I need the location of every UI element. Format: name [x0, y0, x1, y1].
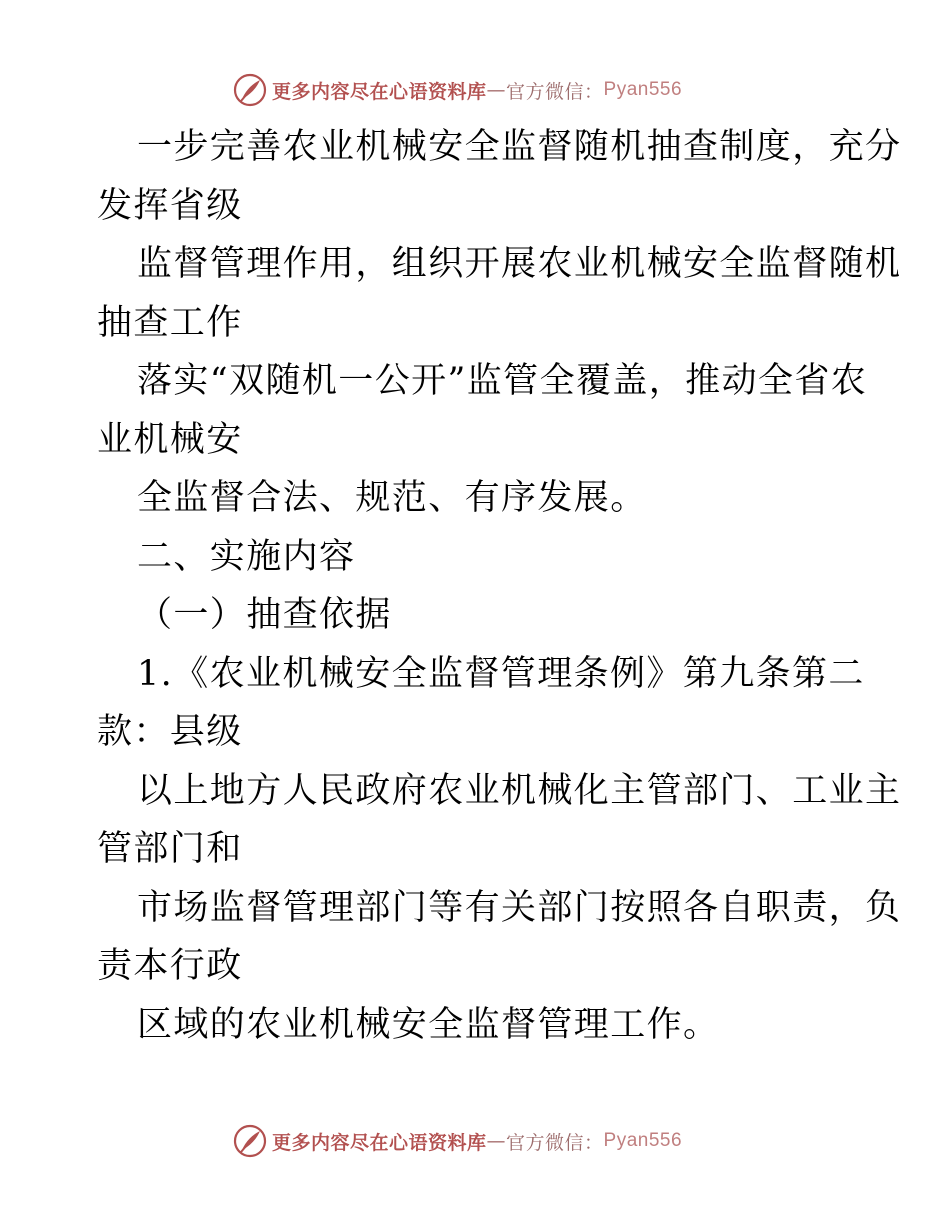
section-heading: 二、实施内容: [137, 536, 356, 577]
watermark-separator: —: [486, 1130, 507, 1152]
body-line: 业机械安: [97, 419, 243, 460]
body-line: 市场监督管理部门等有关部门按照各自职责，负: [137, 887, 902, 928]
subsection-heading: （一）抽查依据: [137, 595, 392, 635]
body-line: 款：县级: [97, 712, 243, 752]
watermark-site-name: 更多内容尽在心语资料库: [272, 1131, 487, 1154]
watermark-wechat-id: Pyan556: [603, 79, 683, 100]
body-line: 一步完善农业机械安全监督随机抽查制度，充分: [137, 127, 902, 167]
watermark-wechat-label: 官方微信：: [506, 1131, 604, 1154]
feather-pen-logo-icon: [232, 72, 268, 108]
body-line: 责本行政: [97, 946, 243, 986]
watermark-site-name: 更多内容尽在心语资料库: [272, 80, 487, 103]
document-body: [97, 118, 902, 1054]
body-line: 区域的农业机械安全监督管理工作。: [137, 1004, 720, 1045]
body-line: 以上地方人民政府农业机械化主管部门、工业主: [137, 770, 902, 811]
body-line: 抽查工作: [97, 302, 243, 343]
watermark-wechat-id: Pyan556: [603, 1130, 683, 1151]
body-line: 1.《农业机械安全监督管理条例》第九条第二: [137, 653, 865, 694]
watermark-wechat-label: 官方微信：: [506, 80, 604, 103]
footer-watermark: [232, 1121, 712, 1161]
body-line: 发挥省级: [97, 185, 243, 226]
feather-pen-logo-icon: [232, 1123, 268, 1159]
body-line: 监督管理作用，组织开展农业机械安全监督随机: [137, 244, 902, 284]
body-line: 落实“双随机一公开”监管全覆盖，推动全省农: [137, 361, 868, 401]
watermark-separator: —: [486, 79, 507, 101]
body-line: 管部门和: [97, 829, 243, 869]
header-watermark: [232, 70, 712, 110]
body-line: 全监督合法、规范、有序发展。: [137, 478, 647, 518]
